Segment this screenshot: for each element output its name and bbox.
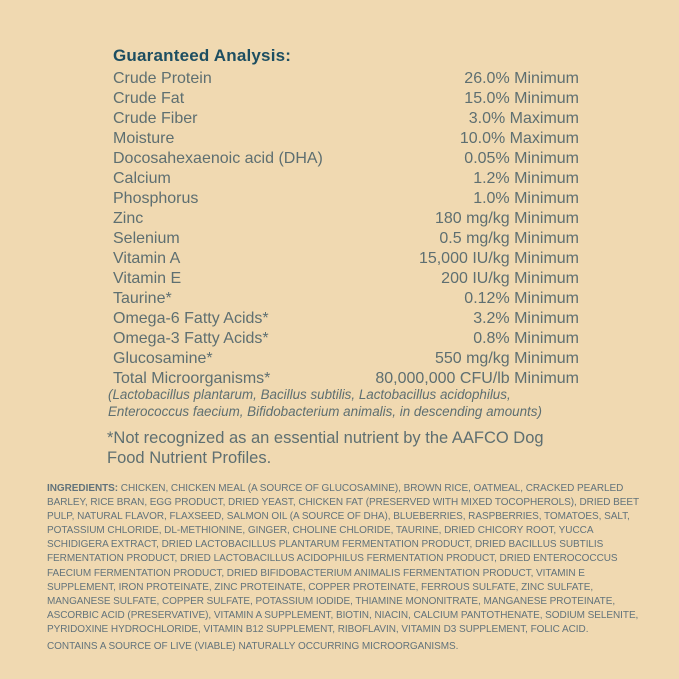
nutrient-value: 15.0% Minimum [464,90,579,107]
nutrient-label: Vitamin A [113,250,181,267]
nutrient-label: Docosahexaenoic acid (DHA) [113,150,323,167]
nutrient-value: 550 mg/kg Minimum [434,350,579,367]
nutrient-value: 0.05% Minimum [464,150,579,167]
footnote-line: Food Nutrient Profiles. [107,448,272,467]
nutrient-label: Selenium [113,230,180,247]
analysis-row [113,249,579,269]
guaranteed-analysis-section [113,45,579,389]
guaranteed-analysis-heading: Guaranteed Analysis: [113,46,292,65]
nutrient-label: Glucosamine* [113,350,213,367]
footnote-line: *Not recognized as an essential nutrient by the AAFCO Dog [107,429,544,447]
microorganisms-species-note [108,387,608,420]
nutrient-value: 1.2% Minimum [473,170,579,187]
ingredients-list: CHICKEN, CHICKEN MEAL (A SOURCE OF GLUCOSAMINE), BROWN RICE, OATMEAL, CRACKED PEARLED BARLEY, RICE BRAN, EGG PRODUCT, DRIED YEAST, CHICKEN FAT (PRESERVED WITH MIXED TOCOPHEROLS), DRIED BEET PULP, NATURAL FLAVOR, FLAXSEED, SALMON OIL (A SOURCE OF DHA), BLUEBERRIES, RASPBERRIES, TOMATOES, SALT, POTASSIUM CHLORIDE, DL-METHIONINE, GINGER, CHOLINE CHLORIDE, TAURINE, DRIED CHICORY ROOT, YUCCA SCHIDIGERA EXTRACT, DRIED LACTOBACILLUS PLANTARUM FERMENTATION PRODUCT, DRIED BACILLUS SUBTILIS FERMENTATION PRODUCT, DRIED LACTOBACILLUS ACIDOPHILUS FERMENTATION PRODUCT, DRIED ENTEROCOCCUS FAECIUM FERMENTATION PRODUCT, DRIED BIFIDOBACTERIUM ANIMALIS FERMENTATION PRODUCT, VITAMIN E SUPPLEMENT, IRON PROTEINATE, ZINC PROTEINATE, COPPER PROTEINATE, FERROUS SULFATE, ZINC SULFATE, MANGANESE SULFATE, COPPER SULFATE, POTASSIUM IODIDE, THIAMINE MONONITRATE, MANGANESE PROTEINATE, ASCORBIC ACID (PRESERVATIVE), VITAMIN A SUPPLEMENT, BIOTIN, NIACIN, CALCIUM PANTOTHENATE, SODIUM SELENITE, PYRIDOXINE HYDROCHLORIDE, VITAMIN B12 SUPPLEMENT, RIBOFLAVIN, VITAMIN D3 SUPPLEMENT, FOLIC ACID. [47,483,639,635]
analysis-row [113,329,579,349]
nutrient-label: Omega-3 Fatty Acids* [113,330,269,347]
species-note-line: Enterococcus faecium, Bifidobacterium animalis, in descending amounts) [108,403,542,419]
contains-statement: CONTAINS A SOURCE OF LIVE (VIABLE) NATURALLY OCCURRING MICROORGANISMS. [47,641,459,653]
analysis-row [113,129,579,149]
nutrient-label: Calcium [113,170,171,187]
nutrient-label: Total Microorganisms* [113,370,271,387]
analysis-row [113,229,579,249]
nutrient-value: 0.5 mg/kg Minimum [439,230,579,247]
nutrient-label: Vitamin E [113,270,182,287]
nutrient-value: 15,000 IU/kg Minimum [418,250,579,267]
analysis-row [113,209,579,229]
nutrient-value: 80,000,000 CFU/lb Minimum [375,370,579,387]
nutrient-label: Moisture [113,130,175,147]
nutrient-label: Omega-6 Fatty Acids* [113,310,269,327]
analysis-row [113,189,579,209]
nutrient-value: 0.12% Minimum [464,290,579,307]
nutrient-value: 200 IU/kg Minimum [441,270,579,287]
analysis-row [113,89,579,109]
ingredients-label: INGREDIENTS: [47,483,119,494]
nutrient-label: Taurine* [113,290,172,307]
nutrient-label: Crude Fat [113,90,185,107]
analysis-row [113,289,579,309]
analysis-row [113,169,579,189]
analysis-row [113,349,579,369]
analysis-row [113,109,579,129]
nutrient-label: Crude Fiber [113,110,198,127]
aafco-footnote [107,429,597,468]
ingredients-section [47,482,639,654]
nutrient-label: Phosphorus [113,190,199,207]
nutrient-value: 1.0% Minimum [473,190,579,207]
nutrient-value: 0.8% Minimum [473,330,579,347]
nutrient-value: 10.0% Maximum [459,130,579,147]
analysis-row [113,269,579,289]
species-note-line: (Lactobacillus plantarum, Bacillus subtilis, Lactobacillus acidophilus, [108,387,511,402]
nutrient-value: 26.0% Minimum [464,70,579,87]
nutrient-label: Zinc [113,210,144,227]
nutrient-value: 180 mg/kg Minimum [434,210,579,227]
analysis-row [113,309,579,329]
nutrient-label: Crude Protein [113,70,212,87]
analysis-row [113,369,579,389]
analysis-row [113,69,579,89]
ingredients-paragraph [47,482,639,637]
analysis-row [113,149,579,169]
nutrient-value: 3.0% Maximum [468,110,579,127]
nutrient-value: 3.2% Minimum [473,310,579,327]
